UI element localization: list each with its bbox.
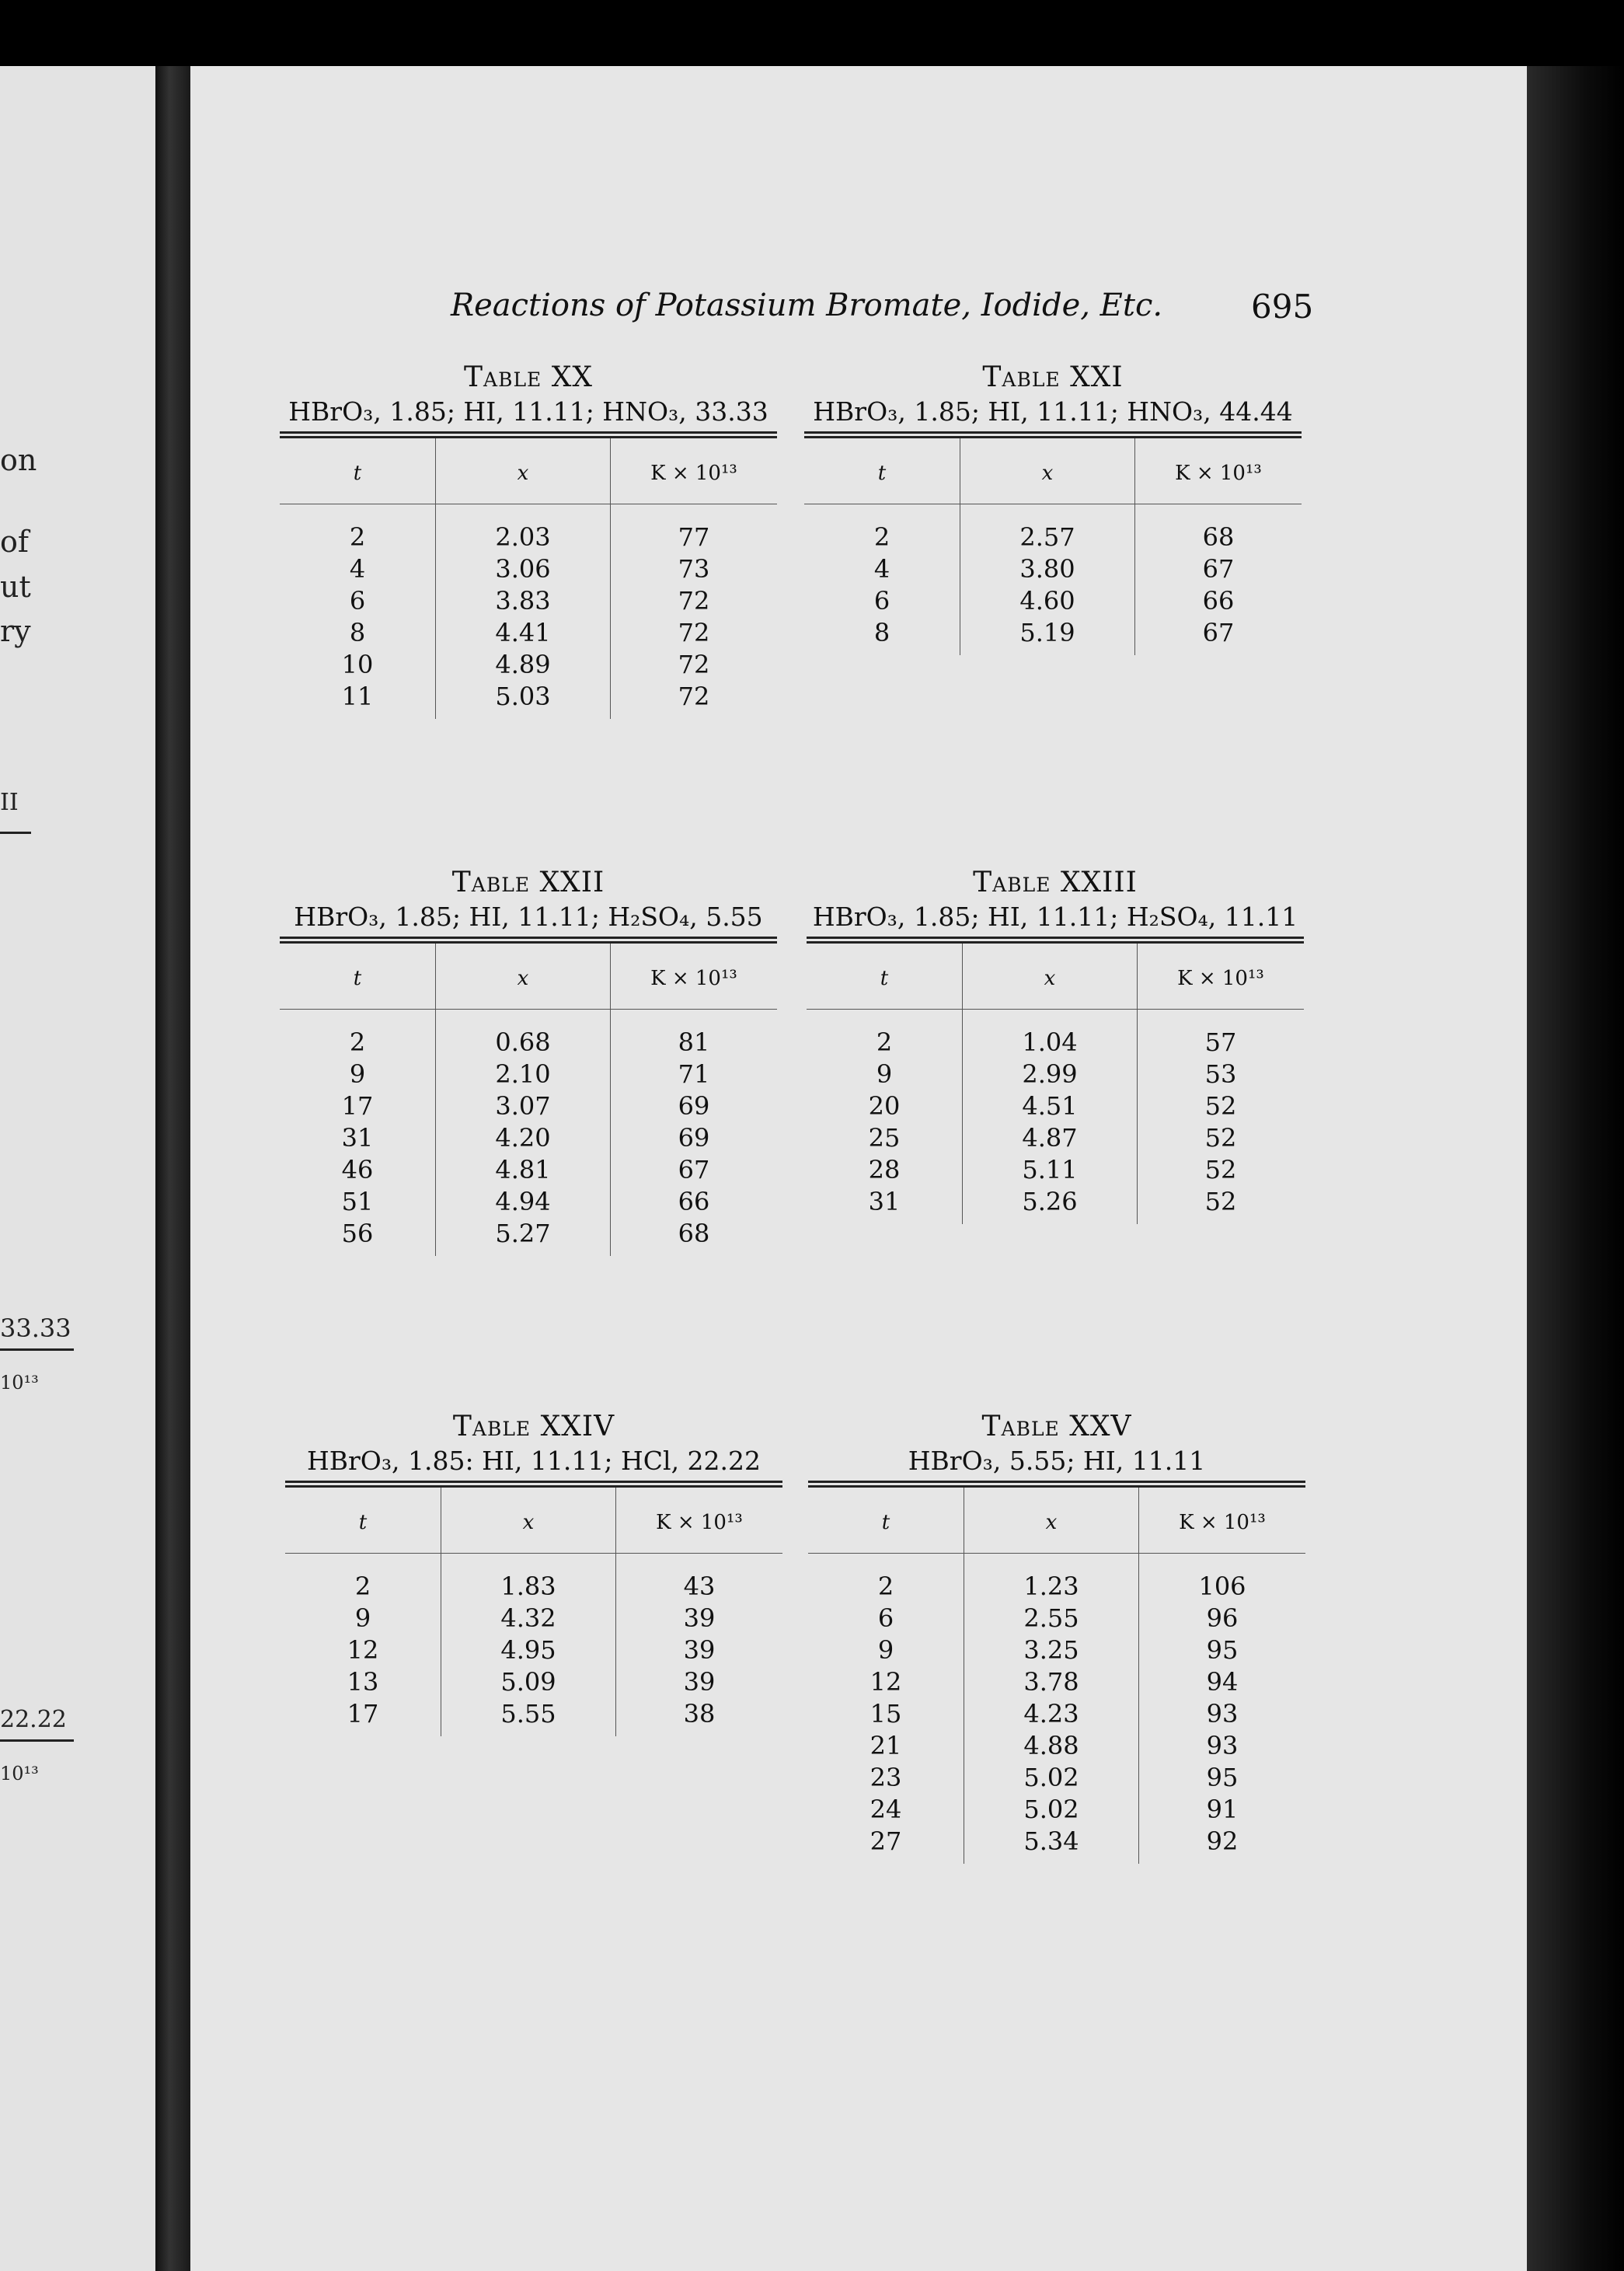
- header-t: t: [808, 1488, 964, 1554]
- column-k: [610, 1010, 777, 1256]
- table-xxv: [808, 1411, 1305, 1864]
- cell-t: 2: [349, 1027, 366, 1057]
- cell-k: 39: [683, 1635, 716, 1665]
- cell-k: 57: [1204, 1027, 1237, 1057]
- facing-page: [0, 66, 155, 2271]
- column-t: [808, 1554, 964, 1864]
- table-rule: [807, 937, 1304, 944]
- cell-t: 4: [349, 554, 366, 584]
- cell-t: 13: [347, 1667, 379, 1697]
- header-t: t: [804, 438, 960, 504]
- cell-t: 2: [873, 522, 890, 552]
- column-x: [962, 1010, 1137, 1224]
- cell-x: 5.02: [1023, 1763, 1079, 1792]
- column-t: [804, 504, 960, 655]
- cell-k: 95: [1206, 1635, 1239, 1665]
- table-subtitle: HBrO₃, 1.85; HI, 11.11; HNO₃, 33.33: [288, 396, 768, 427]
- table-title: Table XX: [464, 361, 593, 393]
- column-x: [435, 504, 610, 719]
- cell-t: 2: [349, 522, 366, 552]
- left-fragment: II: [0, 789, 19, 816]
- cell-k: 66: [678, 1187, 710, 1216]
- cell-t: 12: [347, 1635, 379, 1665]
- cell-k: 96: [1206, 1603, 1239, 1633]
- cell-x: 4.51: [1022, 1091, 1078, 1121]
- header-k: K × 10¹³: [1134, 438, 1302, 504]
- cell-x: 2.55: [1023, 1603, 1079, 1633]
- cell-x: 4.41: [495, 618, 551, 647]
- cell-x: 3.80: [1019, 554, 1075, 584]
- cell-t: 27: [870, 1826, 902, 1856]
- cell-t: 6: [873, 586, 890, 616]
- cell-x: 1.23: [1023, 1572, 1079, 1601]
- cell-k: 67: [678, 1155, 710, 1184]
- cell-k: 68: [1202, 522, 1235, 552]
- cell-t: 9: [877, 1635, 894, 1665]
- cell-x: 4.89: [495, 650, 551, 679]
- cell-x: 2.10: [495, 1059, 551, 1089]
- table-xxiv: [285, 1411, 782, 1736]
- cell-t: 9: [354, 1603, 371, 1633]
- cell-t: 9: [349, 1059, 366, 1089]
- cell-k: 73: [678, 554, 710, 584]
- left-fragment: ut: [0, 570, 31, 604]
- table-rule: [280, 937, 777, 944]
- cell-x: 5.34: [1023, 1826, 1079, 1856]
- table-title: Table XXV: [981, 1411, 1132, 1442]
- page-edge: [1527, 66, 1624, 2271]
- left-fragment: 33.33: [0, 1313, 71, 1343]
- column-x: [441, 1554, 615, 1736]
- cell-k: 72: [678, 682, 710, 711]
- column-x: [435, 1010, 610, 1256]
- header-k: K × 10¹³: [610, 438, 777, 504]
- cell-t: 6: [349, 586, 366, 616]
- cell-k: 81: [678, 1027, 710, 1057]
- cell-k: 68: [678, 1219, 710, 1248]
- column-t: [285, 1554, 441, 1736]
- column-t: [807, 1010, 962, 1224]
- cell-k: 43: [683, 1572, 716, 1601]
- left-rule: [0, 832, 31, 834]
- cell-x: 4.32: [500, 1603, 556, 1633]
- cell-t: 11: [341, 682, 374, 711]
- table-rule: [280, 431, 777, 438]
- cell-x: 5.02: [1023, 1795, 1079, 1824]
- cell-k: 72: [678, 650, 710, 679]
- cell-t: 2: [876, 1027, 893, 1057]
- cell-t: 51: [341, 1187, 374, 1216]
- cell-x: 5.03: [495, 682, 551, 711]
- cell-k: 106: [1198, 1572, 1246, 1601]
- header-k: K × 10¹³: [1138, 1488, 1305, 1554]
- cell-t: 10: [341, 650, 374, 679]
- cell-x: 4.87: [1022, 1123, 1078, 1153]
- header-x: x: [441, 1488, 615, 1554]
- cell-x: 5.27: [495, 1219, 551, 1248]
- cell-k: 67: [1202, 554, 1235, 584]
- cell-x: 3.83: [495, 586, 551, 616]
- cell-x: 2.03: [495, 522, 551, 552]
- cell-x: 2.99: [1022, 1059, 1078, 1089]
- cell-k: 66: [1202, 586, 1235, 616]
- table-subtitle: HBrO₃, 1.85; HI, 11.11; H₂SO₄, 11.11: [812, 902, 1298, 932]
- table-rule: [808, 1481, 1305, 1488]
- cell-k: 93: [1206, 1731, 1239, 1760]
- cell-t: 25: [868, 1123, 901, 1153]
- cell-x: 1.83: [500, 1572, 556, 1601]
- cell-t: 15: [870, 1699, 902, 1729]
- cell-k: 52: [1204, 1155, 1237, 1184]
- cell-k: 39: [683, 1603, 716, 1633]
- header-t: t: [280, 438, 435, 504]
- cell-x: 5.11: [1022, 1155, 1078, 1184]
- running-head: Reactions of Potassium Bromate, Iodide, Etc.: [451, 288, 1163, 323]
- cell-k: 69: [678, 1091, 710, 1121]
- cell-k: 52: [1204, 1091, 1237, 1121]
- table-subtitle: HBrO₃, 1.85; HI, 11.11; HNO₃, 44.44: [813, 396, 1293, 427]
- cell-k: 38: [683, 1699, 716, 1729]
- table-xxi: [804, 361, 1302, 655]
- header-t: t: [285, 1488, 441, 1554]
- cell-t: 24: [870, 1795, 902, 1824]
- table-rule: [285, 1481, 782, 1488]
- left-rule: [0, 1739, 74, 1742]
- table-subtitle: HBrO₃, 1.85: HI, 11.11; HCl, 22.22: [306, 1446, 761, 1476]
- table-title: Table XXI: [982, 361, 1124, 393]
- table-xxiii: [807, 867, 1304, 1224]
- cell-x: 4.20: [495, 1123, 551, 1153]
- left-fragment: 10¹³: [0, 1763, 39, 1784]
- header-x: x: [960, 438, 1134, 504]
- cell-k: 94: [1206, 1667, 1239, 1697]
- cell-x: 4.23: [1023, 1699, 1079, 1729]
- header-k: K × 10¹³: [615, 1488, 782, 1554]
- cell-t: 31: [341, 1123, 374, 1153]
- cell-x: 4.88: [1023, 1731, 1079, 1760]
- cell-k: 72: [678, 618, 710, 647]
- column-x: [964, 1554, 1138, 1864]
- header-k: K × 10¹³: [610, 944, 777, 1010]
- cell-k: 77: [678, 522, 710, 552]
- table-title: Table XXII: [451, 867, 605, 898]
- cell-t: 2: [354, 1572, 371, 1601]
- cell-t: 12: [870, 1667, 902, 1697]
- header-x: x: [435, 438, 610, 504]
- cell-t: 4: [873, 554, 890, 584]
- cell-x: 0.68: [495, 1027, 551, 1057]
- cell-k: 95: [1206, 1763, 1239, 1792]
- left-fragment: ry: [0, 614, 31, 648]
- cell-x: 4.94: [495, 1187, 551, 1216]
- cell-x: 5.09: [500, 1667, 556, 1697]
- cell-k: 69: [678, 1123, 710, 1153]
- header-k: K × 10¹³: [1137, 944, 1304, 1010]
- cell-x: 3.78: [1023, 1667, 1079, 1697]
- left-fragment: 22.22: [0, 1706, 67, 1733]
- cell-t: 46: [341, 1155, 374, 1184]
- cell-k: 91: [1206, 1795, 1239, 1824]
- table-xx: [280, 361, 777, 719]
- left-rule: [0, 1348, 74, 1351]
- header-t: t: [280, 944, 435, 1010]
- cell-x: 4.95: [500, 1635, 556, 1665]
- column-k: [1137, 1010, 1304, 1224]
- cell-x: 3.06: [495, 554, 551, 584]
- cell-x: 4.81: [495, 1155, 551, 1184]
- cell-t: 6: [877, 1603, 894, 1633]
- column-k: [615, 1554, 782, 1736]
- cell-k: 52: [1204, 1123, 1237, 1153]
- cell-t: 9: [876, 1059, 893, 1089]
- table-title: Table XXIII: [973, 867, 1138, 898]
- cell-x: 5.55: [500, 1699, 556, 1729]
- cell-t: 56: [341, 1219, 374, 1248]
- cell-t: 20: [868, 1091, 901, 1121]
- cell-k: 71: [678, 1059, 710, 1089]
- header-x: x: [962, 944, 1137, 1010]
- cell-x: 5.26: [1022, 1187, 1078, 1216]
- cell-k: 52: [1204, 1187, 1237, 1216]
- cell-k: 67: [1202, 618, 1235, 647]
- cell-x: 2.57: [1019, 522, 1075, 552]
- column-t: [280, 504, 435, 719]
- header-x: x: [435, 944, 610, 1010]
- table-subtitle: HBrO₃, 5.55; HI, 11.11: [908, 1446, 1206, 1476]
- page-number: 695: [1251, 288, 1314, 326]
- header-x: x: [964, 1488, 1138, 1554]
- header-t: t: [807, 944, 962, 1010]
- cell-t: 31: [868, 1187, 901, 1216]
- cell-t: 8: [349, 618, 366, 647]
- left-fragment: 10¹³: [0, 1372, 39, 1394]
- cell-x: 3.25: [1023, 1635, 1079, 1665]
- cell-x: 1.04: [1022, 1027, 1078, 1057]
- book-spine: [155, 66, 190, 2271]
- table-rule: [804, 431, 1302, 438]
- cell-t: 17: [341, 1091, 374, 1121]
- cell-t: 17: [347, 1699, 379, 1729]
- column-k: [610, 504, 777, 719]
- cell-k: 92: [1206, 1826, 1239, 1856]
- cell-t: 23: [870, 1763, 902, 1792]
- column-t: [280, 1010, 435, 1256]
- cell-x: 5.19: [1019, 618, 1075, 647]
- cell-k: 93: [1206, 1699, 1239, 1729]
- cell-t: 21: [870, 1731, 902, 1760]
- table-title: Table XXIV: [452, 1411, 615, 1442]
- table-xxii: [280, 867, 777, 1256]
- cell-x: 3.07: [495, 1091, 551, 1121]
- cell-x: 4.60: [1019, 586, 1075, 616]
- left-fragment: of: [0, 525, 29, 559]
- cell-k: 53: [1204, 1059, 1237, 1089]
- table-subtitle: HBrO₃, 1.85; HI, 11.11; H₂SO₄, 5.55: [294, 902, 763, 932]
- cell-k: 39: [683, 1667, 716, 1697]
- cell-t: 8: [873, 618, 890, 647]
- column-k: [1138, 1554, 1305, 1864]
- cell-t: 2: [877, 1572, 894, 1601]
- cell-t: 28: [868, 1155, 901, 1184]
- cell-k: 72: [678, 586, 710, 616]
- left-fragment: on: [0, 443, 37, 477]
- column-k: [1134, 504, 1302, 655]
- column-x: [960, 504, 1134, 655]
